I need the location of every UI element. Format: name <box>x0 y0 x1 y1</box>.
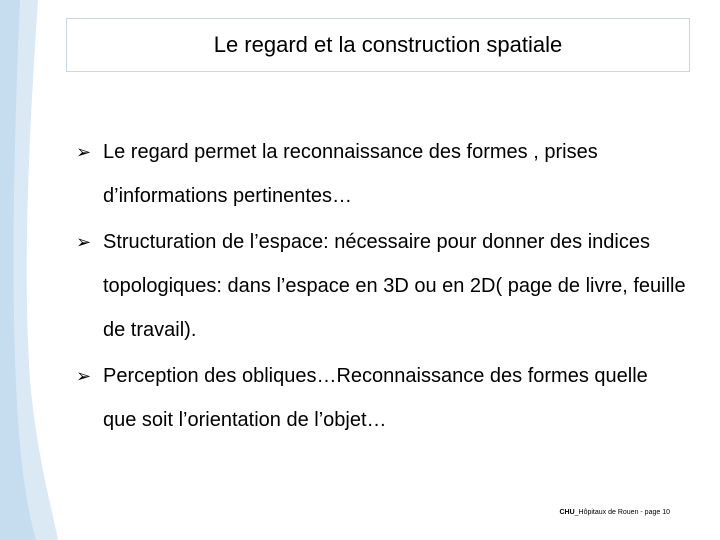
footer-org: CHU <box>559 509 575 516</box>
bullet-list <box>76 130 686 444</box>
bullet-text: Structuration de l’espace: nécessaire pour donner des indices topologiques: dans l’espace en 3D ou en 2D( page de livre, feuille de travail). <box>103 231 686 341</box>
bullet-item <box>76 130 686 218</box>
arrow-bullet-icon: ➢ <box>76 366 92 386</box>
arrow-bullet-icon: ➢ <box>76 232 92 252</box>
title-box <box>66 18 690 72</box>
decorative-swoosh <box>0 0 60 540</box>
bullet-text: Le regard permet la reconnaissance des formes , prises d’informations pertinentes… <box>103 141 598 207</box>
bullet-item <box>76 220 686 352</box>
bullet-item <box>76 354 686 442</box>
arrow-bullet-icon: ➢ <box>76 142 92 162</box>
slide-footer <box>559 509 670 516</box>
slide-title: Le regard et la construction spatiale <box>213 32 563 57</box>
footer-page: _Hôpitaux de Rouen - page 10 <box>574 509 670 516</box>
bullet-text: Perception des obliques…Reconnaissance des formes quelle que soit l’orientation de l’objet… <box>103 365 648 431</box>
